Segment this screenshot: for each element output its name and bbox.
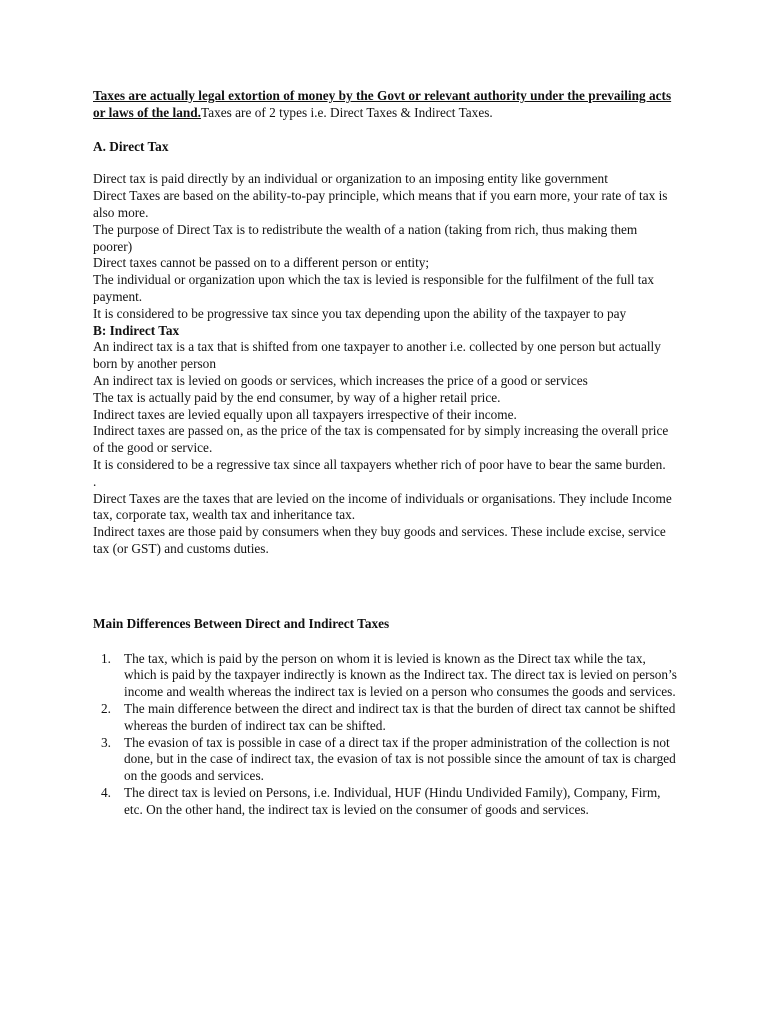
direct-tax-line: Direct Taxes are based on the ability-to-pay principle, which means that if you earn more, your rate of tax is also more. <box>93 188 668 220</box>
differences-heading: Main Differences Between Direct and Indirect Taxes <box>93 615 390 631</box>
list-item-number: 1. <box>101 650 111 666</box>
direct-tax-section <box>93 171 678 322</box>
indirect-tax-line: An indirect tax is levied on goods or services, which increases the price of a good or services <box>93 372 588 388</box>
direct-tax-line: The purpose of Direct Tax is to redistribute the wealth of a nation (taking from rich, thus making them poorer) <box>93 221 638 254</box>
direct-tax-line: Direct tax is paid directly by an individual or organization to an imposing entity like government <box>93 171 608 187</box>
list-item-text: The evasion of tax is possible in case of a direct tax if the proper administration of the collection is not done, but in the case of indirect tax, the evasion of tax is not possible since the amount of tax is charged on the goods and services. <box>124 734 676 784</box>
list-item <box>93 651 678 701</box>
indirect-tax-line: Indirect taxes are levied equally upon all taxpayers irrespective of their income. <box>93 406 517 422</box>
list-item-number: 4. <box>101 784 111 800</box>
list-item-text: The direct tax is levied on Persons, i.e. Individual, HUF (Hindu Undivided Family), Company, Firm, etc. On the other hand, the indirect tax is levied on the consumer of goods and services. <box>124 784 661 817</box>
direct-tax-line: Direct taxes cannot be passed on to a different person or entity; <box>93 255 430 271</box>
summary-line: Indirect taxes are those paid by consumers when they buy goods and services. These include excise, service tax (or GST) and customs duties. <box>93 524 666 556</box>
list-item <box>93 701 678 735</box>
list-item <box>93 785 678 819</box>
summary-section <box>93 491 678 558</box>
direct-tax-heading: A. Direct Tax <box>93 138 169 154</box>
document-page <box>93 88 678 818</box>
list-item-number: 2. <box>101 700 111 716</box>
list-item <box>93 735 678 785</box>
separator-dot: . <box>93 473 97 489</box>
summary-line: Direct Taxes are the taxes that are levied on the income of individuals or organisations. They include Income tax, corporate tax, wealth tax and inheritance tax. <box>93 490 672 523</box>
direct-tax-line: The individual or organization upon which the tax is levied is responsible for the fulfilment of the full tax payment. <box>93 272 655 304</box>
indirect-tax-line: An indirect tax is a tax that is shifted from one taxpayer to another i.e. collected by one person but actually born by another person <box>93 339 661 372</box>
intro-bold-text: Taxes are actually legal extortion of money by the Govt or relevant authority under the prevailing acts or laws of the land. <box>93 88 672 120</box>
indirect-tax-section <box>93 339 678 473</box>
indirect-tax-line: Indirect taxes are passed on, as the price of the tax is compensated for by simply increasing the overall price of the good or service. <box>93 423 669 456</box>
list-item-text: The main difference between the direct and indirect tax is that the burden of direct tax cannot be shifted whereas the burden of indirect tax can be shifted. <box>124 700 676 733</box>
indirect-tax-line: It is considered to be a regressive tax since all taxpayers whether rich of poor have to bear the same burden. <box>93 456 666 472</box>
intro-rest-text: Taxes are of 2 types i.e. Direct Taxes & Indirect Taxes. <box>201 104 493 120</box>
list-item-number: 3. <box>101 734 111 750</box>
differences-list <box>93 651 678 819</box>
intro-paragraph <box>93 88 678 122</box>
indirect-tax-heading: B: Indirect Tax <box>93 322 180 338</box>
direct-tax-line: It is considered to be progressive tax since you tax depending upon the ability of the taxpayer to pay <box>93 305 627 321</box>
blank-space <box>93 558 678 616</box>
list-item-text: The tax, which is paid by the person on whom it is levied is known as the Direct tax while the tax, which is paid by the taxpayer indirectly is known as the Indirect tax. The direct tax is levied on person’s income and wealth whereas the indirect tax is levied on a person who consumes the goods and services. <box>124 650 677 700</box>
indirect-tax-line: The tax is actually paid by the end consumer, by way of a higher retail price. <box>93 389 501 405</box>
